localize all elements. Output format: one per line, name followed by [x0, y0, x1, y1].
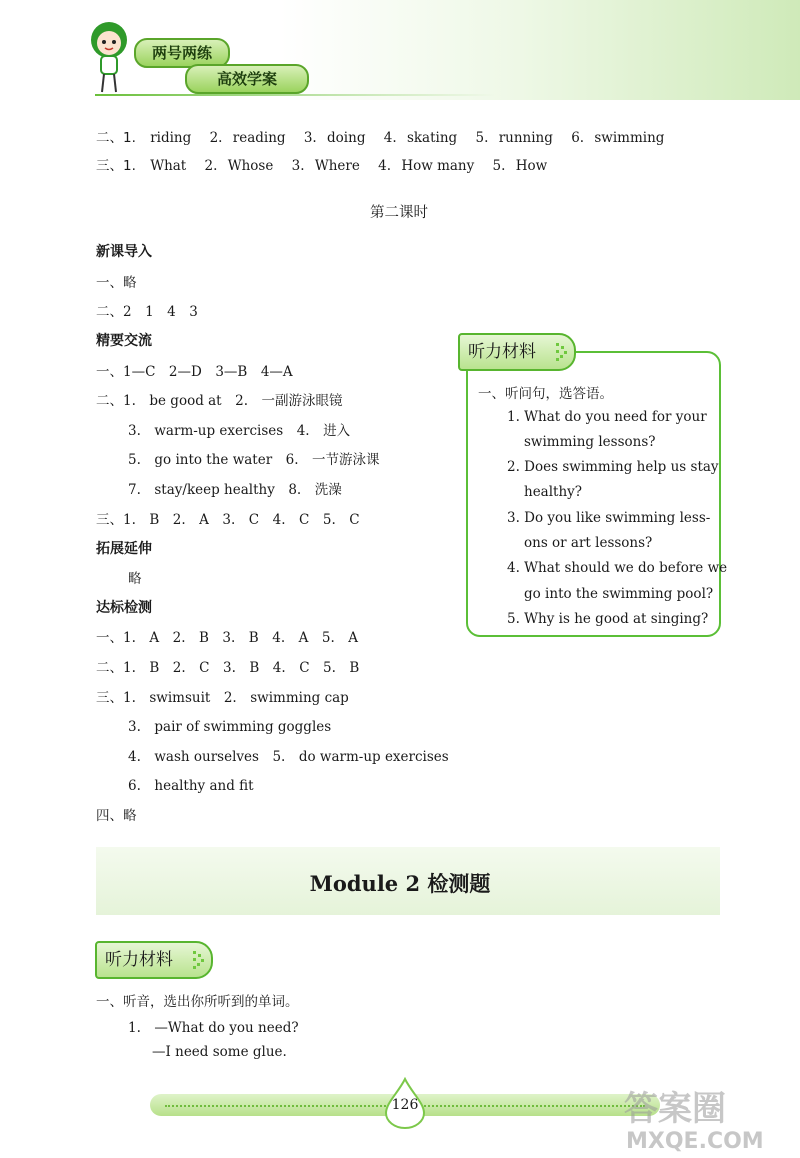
listening-heading: 一、听问句，选答语。 — [478, 386, 613, 402]
exchange-item-5: 7. stay/keep healthy 8. 洗澡 — [128, 482, 342, 498]
answer-line-3: 三、1. What 2. Whose 3. Where 4. How many 5. How — [96, 158, 548, 174]
listening-line-7: 4. What should we do before we — [507, 560, 728, 576]
listening-line-4: healthy? — [524, 484, 583, 500]
svg-text:答案圈: 答案圈 — [624, 1089, 726, 1129]
exchange-item-2: 二、1. be good at 2. 一副游泳眼镜 — [96, 393, 343, 409]
listening2-line-1: 1. —What do you need? — [128, 1020, 299, 1036]
listening-line-3: 2. Does swimming help us stay — [507, 459, 719, 475]
section-title-check: 达标检测 — [96, 600, 152, 616]
answer-line-2: 二、1. riding 2. reading 3. doing 4. skating 5. running 6. swimming — [96, 130, 665, 146]
header-title-2: 高效学案 — [185, 64, 309, 94]
lesson-title: 第二课时 — [370, 205, 428, 221]
extend-item-1: 略 — [128, 571, 142, 587]
section-title-exchange: 精要交流 — [96, 333, 152, 349]
dots-decoration-icon — [193, 951, 205, 969]
module-title: Module 2 检测题 — [309, 871, 491, 896]
section-title-extend: 拓展延伸 — [96, 541, 152, 557]
check-item-5: 4. wash ourselves 5. do warm-up exercises — [128, 749, 449, 765]
listening-line-2: swimming lessons? — [524, 434, 656, 450]
header-rule — [95, 94, 495, 96]
dots-decoration-icon — [556, 343, 568, 361]
listening2-heading: 一、听音，选出你所听到的单词。 — [96, 994, 299, 1010]
listening-line-8: go into the swimming pool? — [524, 586, 714, 602]
check-item-7: 四、略 — [96, 808, 137, 824]
intro-item-1: 一、略 — [96, 275, 137, 291]
exchange-item-6: 三、1. B 2. A 3. C 4. C 5. C — [96, 512, 360, 528]
check-item-4: 3. pair of swimming goggles — [128, 719, 332, 735]
exchange-item-3: 3. warm-up exercises 4. 进入 — [128, 423, 351, 439]
svg-text:MXQE.COM: MXQE.COM — [626, 1129, 764, 1152]
check-item-3: 三、1. swimsuit 2. swimming cap — [96, 690, 349, 706]
intro-item-2: 二、2 1 4 3 — [96, 304, 198, 320]
check-item-6: 6. healthy and fit — [128, 778, 254, 794]
page-number: 126 — [391, 1097, 419, 1113]
listening-line-9: 5. Why is he good at singing? — [507, 611, 709, 627]
listening-line-1: 1. What do you need for your — [507, 409, 707, 425]
listening-line-6: ons or art lessons? — [524, 535, 653, 551]
header-title-1: 两号两练 — [134, 38, 230, 68]
check-item-1: 一、1. A 2. B 3. B 4. A 5. A — [96, 630, 358, 646]
listening-tag: 听力材料 — [458, 333, 576, 371]
listening-line-5: 3. Do you like swimming less- — [507, 510, 711, 526]
listening2-line-2: —I need some glue. — [152, 1044, 287, 1060]
exchange-item-1: 一、1—C 2—D 3—B 4—A — [96, 364, 293, 380]
girl-mascot-icon — [84, 18, 134, 96]
listening-tag-2: 听力材料 — [95, 941, 213, 979]
check-item-2: 二、1. B 2. C 3. B 4. C 5. B — [96, 660, 360, 676]
watermark-logo — [618, 1080, 788, 1152]
exchange-item-4: 5. go into the water 6. 一节游泳课 — [128, 452, 380, 468]
section-title-intro: 新课导入 — [96, 244, 152, 260]
